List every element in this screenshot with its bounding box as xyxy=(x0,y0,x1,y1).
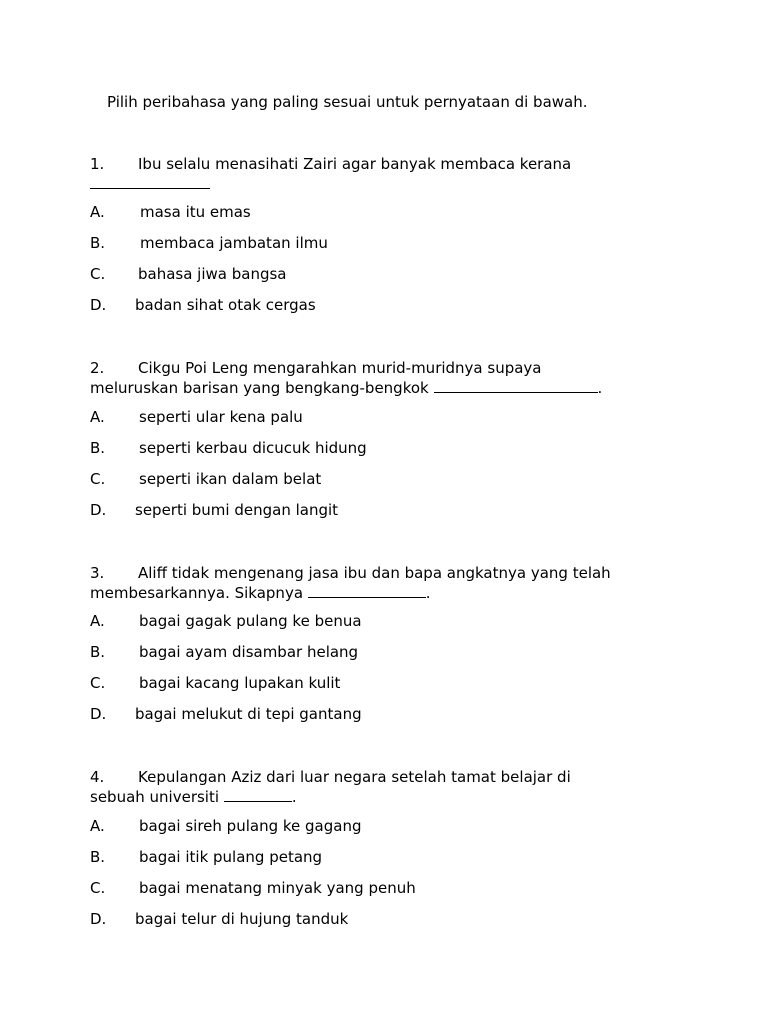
question-text: Cikgu Poi Leng mengarahkan murid-muridnya supaya xyxy=(138,359,542,377)
option-text: bagai telur di hujung tanduk xyxy=(135,910,349,928)
question-stem-line-2 xyxy=(90,787,710,807)
option-d[interactable] xyxy=(90,909,348,929)
option-text: bagai kacang lupakan kulit xyxy=(139,674,341,692)
option-text: seperti kerbau dicucuk hidung xyxy=(139,439,367,457)
question-stem xyxy=(90,154,710,174)
answer-blank xyxy=(224,787,292,802)
question-2 xyxy=(90,358,710,519)
option-a[interactable] xyxy=(90,202,251,222)
instruction-text: Pilih peribahasa yang paling sesuai untuk pernyataan di bawah. xyxy=(107,93,588,111)
question-end-punctuation: . xyxy=(425,584,431,602)
option-letter: A. xyxy=(90,408,105,426)
option-text: membaca jambatan ilmu xyxy=(140,234,328,252)
option-letter: B. xyxy=(90,439,106,457)
option-b[interactable] xyxy=(90,642,358,662)
option-letter: D. xyxy=(90,705,107,723)
option-c[interactable] xyxy=(90,673,340,693)
question-stem xyxy=(90,358,710,378)
question-number: 2. xyxy=(90,359,105,377)
option-b[interactable] xyxy=(90,438,367,458)
option-letter: B. xyxy=(90,643,106,661)
question-number: 4. xyxy=(90,768,105,786)
question-end-punctuation: . xyxy=(291,788,297,806)
question-end-punctuation: . xyxy=(597,379,603,397)
option-d[interactable] xyxy=(90,704,362,724)
option-a[interactable] xyxy=(90,611,362,631)
question-text: Kepulangan Aziz dari luar negara setelah tamat belajar di xyxy=(138,768,571,786)
question-text-continued: meluruskan barisan yang bengkang-bengkok xyxy=(90,379,429,397)
option-letter: B. xyxy=(90,234,106,252)
option-d[interactable] xyxy=(90,500,338,520)
option-letter: C. xyxy=(90,674,106,692)
option-text: bagai sireh pulang ke gagang xyxy=(139,817,362,835)
question-text-continued: membesarkannya. Sikapnya xyxy=(90,584,304,602)
option-text: seperti bumi dengan langit xyxy=(135,501,339,519)
option-letter: C. xyxy=(90,265,106,283)
option-text: bagai itik pulang petang xyxy=(139,848,323,866)
option-a[interactable] xyxy=(90,816,361,836)
option-c[interactable] xyxy=(90,469,321,489)
option-d[interactable] xyxy=(90,295,316,315)
option-text: bagai ayam disambar helang xyxy=(139,643,359,661)
answer-blank xyxy=(434,378,598,393)
option-text: seperti ikan dalam belat xyxy=(139,470,322,488)
option-letter: A. xyxy=(90,203,105,221)
option-text: badan sihat otak cergas xyxy=(135,296,316,314)
question-text: Ibu selalu menasihati Zairi agar banyak membaca kerana xyxy=(138,155,572,173)
option-text: seperti ular kena palu xyxy=(139,408,303,426)
question-3 xyxy=(90,563,710,723)
option-letter: B. xyxy=(90,848,106,866)
option-letter: A. xyxy=(90,817,105,835)
option-text: bahasa jiwa bangsa xyxy=(138,265,287,283)
question-stem xyxy=(90,767,710,787)
question-stem-line-2 xyxy=(90,583,710,603)
option-letter: C. xyxy=(90,470,106,488)
answer-blank xyxy=(90,174,210,189)
option-text: masa itu emas xyxy=(140,203,251,221)
option-a[interactable] xyxy=(90,407,303,427)
option-c[interactable] xyxy=(90,264,287,284)
option-text: bagai melukut di tepi gantang xyxy=(135,705,362,723)
option-letter: D. xyxy=(90,296,107,314)
question-1 xyxy=(90,154,710,314)
question-stem-line-2 xyxy=(90,174,710,194)
question-stem xyxy=(90,563,710,583)
option-letter: D. xyxy=(90,910,107,928)
option-c[interactable] xyxy=(90,878,416,898)
question-text: Aliff tidak mengenang jasa ibu dan bapa angkatnya yang telah xyxy=(138,564,611,582)
option-b[interactable] xyxy=(90,847,322,867)
answer-blank xyxy=(308,583,426,598)
option-text: bagai gagak pulang ke benua xyxy=(139,612,362,630)
question-4 xyxy=(90,767,710,928)
question-stem-line-2 xyxy=(90,378,710,398)
option-b[interactable] xyxy=(90,233,328,253)
option-letter: D. xyxy=(90,501,107,519)
option-letter: C. xyxy=(90,879,106,897)
question-text-continued: sebuah universiti xyxy=(90,788,220,806)
question-number: 1. xyxy=(90,155,105,173)
option-text: bagai menatang minyak yang penuh xyxy=(139,879,416,897)
option-letter: A. xyxy=(90,612,105,630)
question-number: 3. xyxy=(90,564,105,582)
